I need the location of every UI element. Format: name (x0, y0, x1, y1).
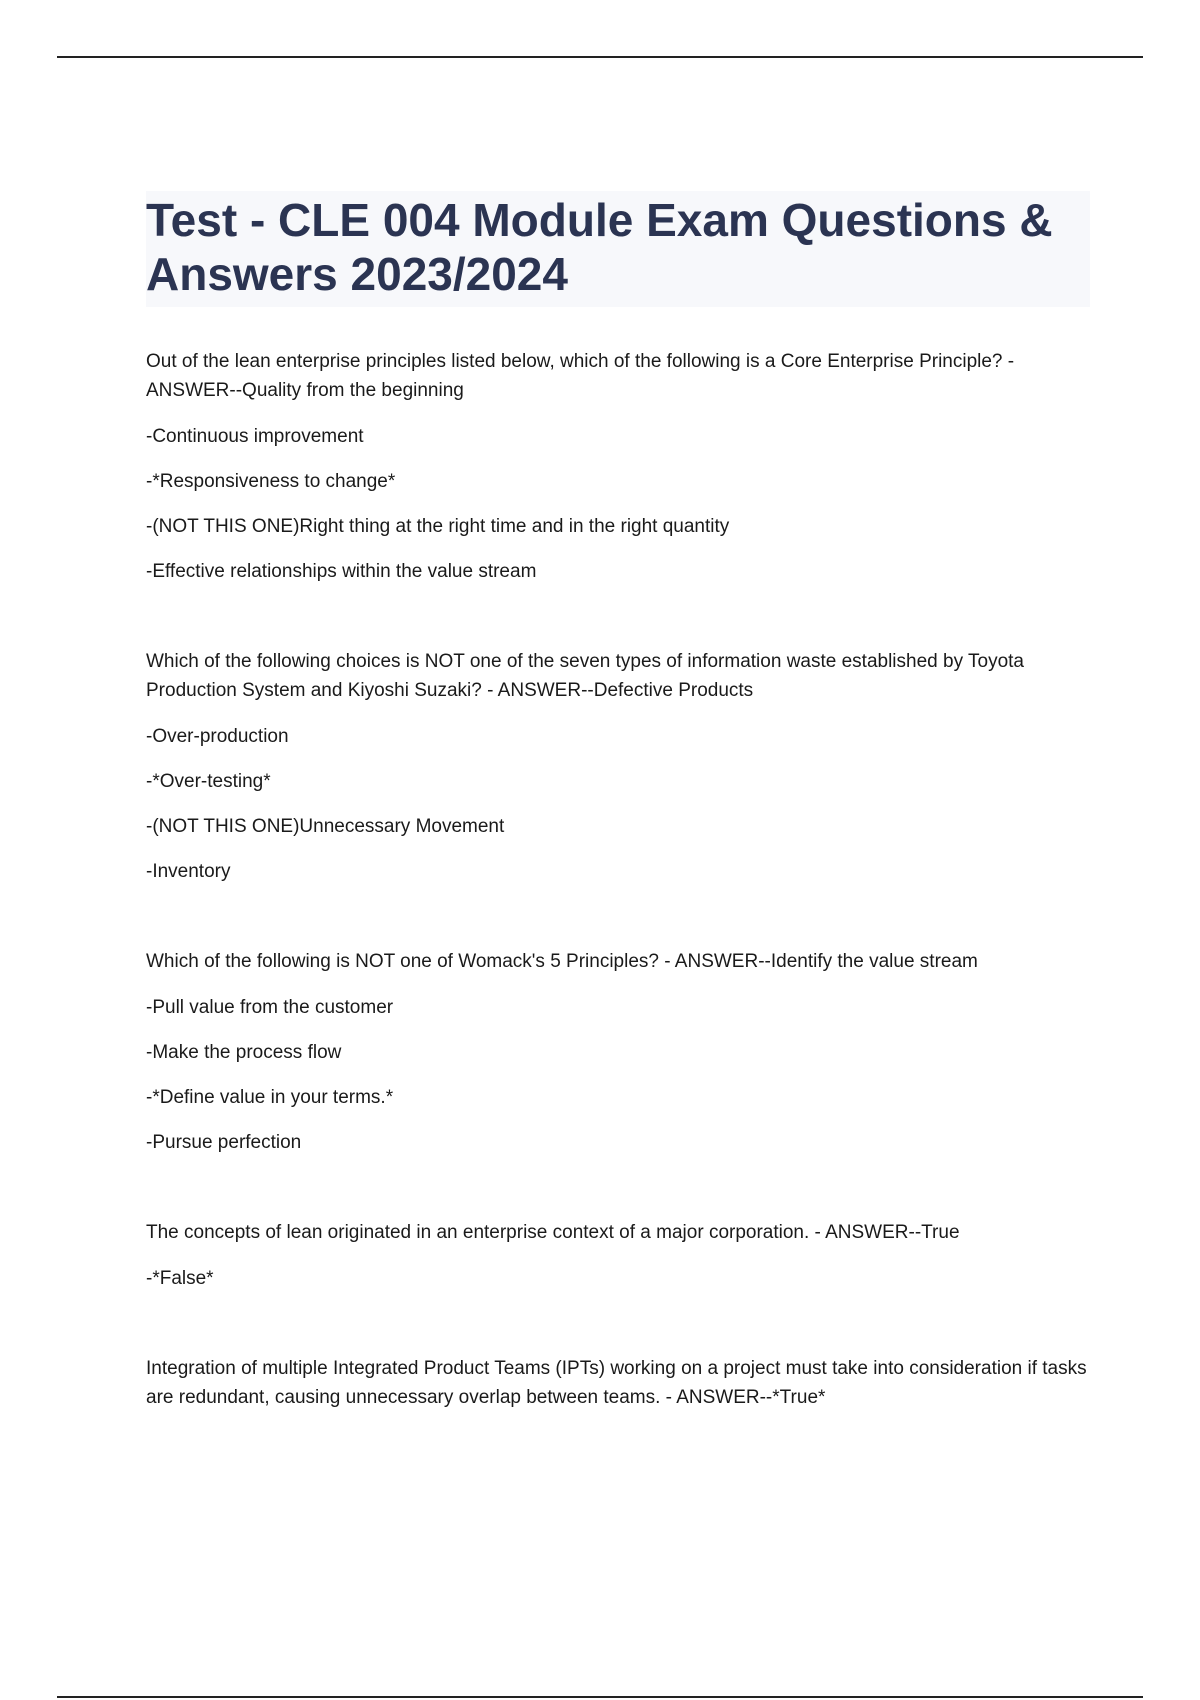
question-text: Integration of multiple Integrated Product Teams (IPTs) working on a project must take into consideration if tasks are redundant, causing unnecessary overlap between teams. - ANSWER--*True* (146, 1358, 1087, 1408)
footer-rule (57, 1696, 1143, 1698)
answer-option: -Pursue perfection (146, 1132, 302, 1153)
question-text: Which of the following choices is NOT one of the seven types of information waste established by Toyota Production System and Kiyoshi Suzaki? - ANSWER--Defective Products (146, 651, 1024, 701)
question-spacer (146, 902, 1090, 947)
answer-option: -*False* (146, 1268, 214, 1289)
question-text: Out of the lean enterprise principles listed below, which of the following is a Core Enterprise Principle? - ANSWER--Quality from the beginning (146, 351, 1015, 401)
question-block-3 (146, 947, 1090, 1157)
question-block-1 (146, 347, 1090, 586)
document-body (146, 191, 1090, 1429)
question-block-5 (146, 1354, 1090, 1412)
answer-option: -Continuous improvement (146, 426, 364, 447)
answer-option: -Pull value from the customer (146, 997, 394, 1018)
answer-option: -*Over-testing* (146, 771, 271, 792)
answer-option: -(NOT THIS ONE)Unnecessary Movement (146, 816, 505, 837)
title-box (146, 191, 1090, 307)
question-spacer (146, 602, 1090, 647)
question-block-4 (146, 1218, 1090, 1293)
answer-option: -*Responsiveness to change* (146, 471, 396, 492)
answer-option: -*Define value in your terms.* (146, 1087, 394, 1108)
question-text: The concepts of lean originated in an enterprise context of a major corporation. - ANSWER--True (146, 1222, 960, 1243)
answer-option: -Make the process flow (146, 1042, 342, 1063)
question-block-2 (146, 647, 1090, 886)
question-spacer (146, 1173, 1090, 1218)
answer-option: -Effective relationships within the value stream (146, 561, 537, 582)
document-title: Test - CLE 004 Module Exam Questions & Answers 2023/2024 (146, 194, 1053, 300)
answer-option: -Over-production (146, 726, 289, 747)
question-spacer (146, 1309, 1090, 1354)
answer-option: -(NOT THIS ONE)Right thing at the right time and in the right quantity (146, 516, 730, 537)
answer-option: -Inventory (146, 861, 231, 882)
header-rule (57, 56, 1143, 58)
question-text: Which of the following is NOT one of Womack's 5 Principles? - ANSWER--Identify the value stream (146, 951, 978, 972)
